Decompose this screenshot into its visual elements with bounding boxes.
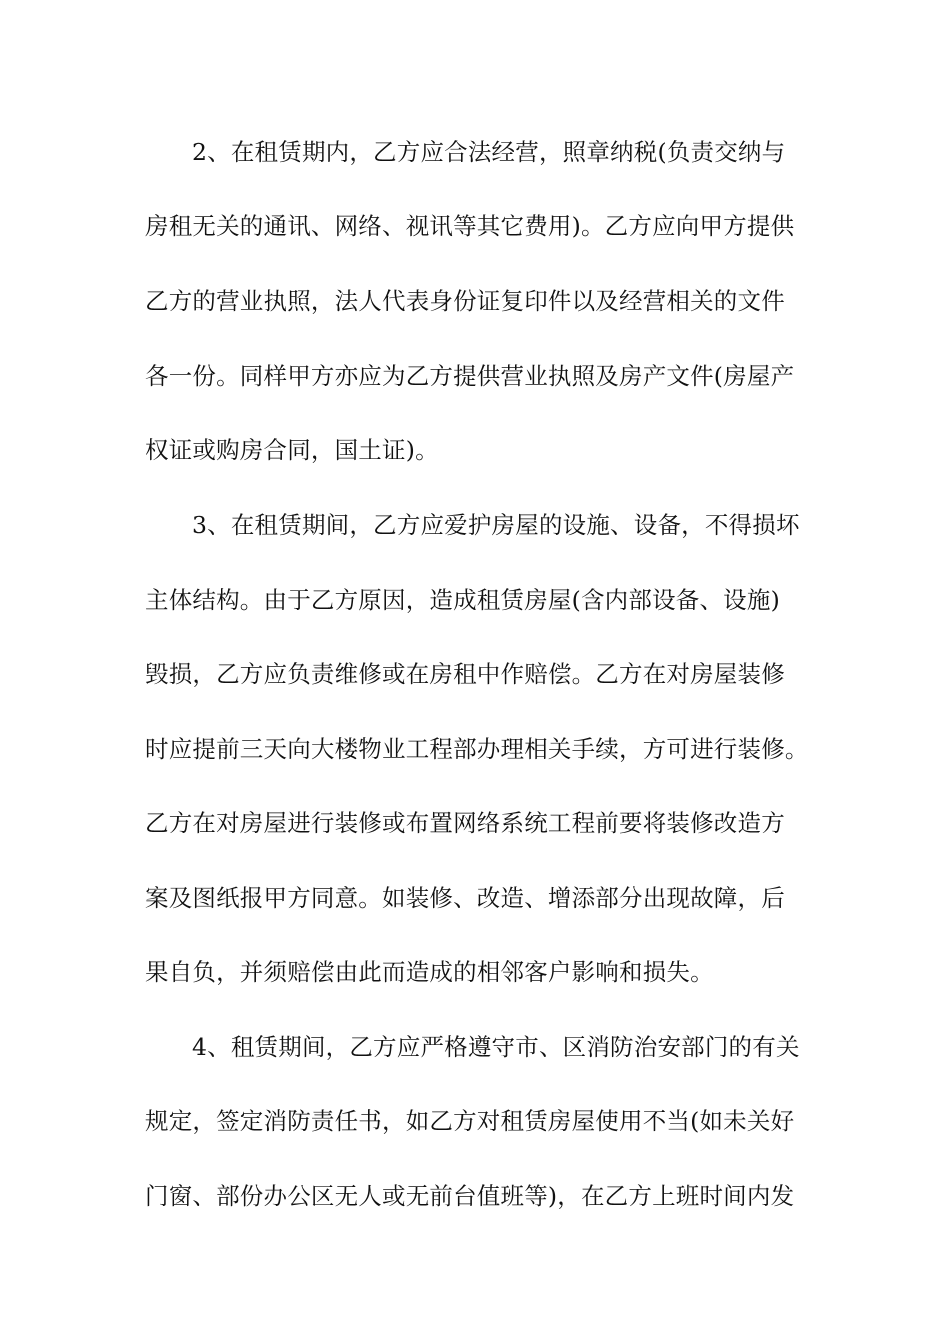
- text-line: 毁损，乙方应负责维修或在房租中作赔偿。乙方在对房屋装修: [145, 660, 785, 688]
- text-line: 果自负，并须赔偿由此而造成的相邻客户影响和损失。: [145, 958, 714, 986]
- text-line: 3、在租赁期间，乙方应爱护房屋的设施、设备，不得损坏: [192, 511, 800, 539]
- text-line: 4、租赁期间，乙方应严格遵守市、区消防治安部门的有关: [192, 1033, 800, 1061]
- text-line: 门窗、部份办公区无人或无前台值班等)，在乙方上班时间内发: [145, 1182, 795, 1210]
- text-line: 主体结构。由于乙方原因，造成租赁房屋(含内部设备、设施): [145, 586, 780, 614]
- text-line: 权证或购房合同，国土证)。: [145, 436, 439, 464]
- text-line: 房租无关的通讯、网络、视讯等其它费用)。乙方应向甲方提供: [145, 212, 795, 240]
- text-line: 各一份。同样甲方亦应为乙方提供营业执照及房产文件(房屋产: [145, 362, 795, 390]
- text-line: 规定，签定消防责任书，如乙方对租赁房屋使用不当(如未关好: [145, 1107, 795, 1135]
- text-line: 乙方的营业执照，法人代表身份证复印件以及经营相关的文件: [145, 287, 785, 315]
- text-line: 乙方在对房屋进行装修或布置网络系统工程前要将装修改造方: [145, 809, 785, 837]
- text-line: 案及图纸报甲方同意。如装修、改造、增添部分出现故障，后: [145, 884, 785, 912]
- text-line: 2、在租赁期内，乙方应合法经营，照章纳税(负责交纳与: [192, 138, 786, 166]
- text-line: 时应提前三天向大楼物业工程部办理相关手续，方可进行装修。: [145, 735, 809, 763]
